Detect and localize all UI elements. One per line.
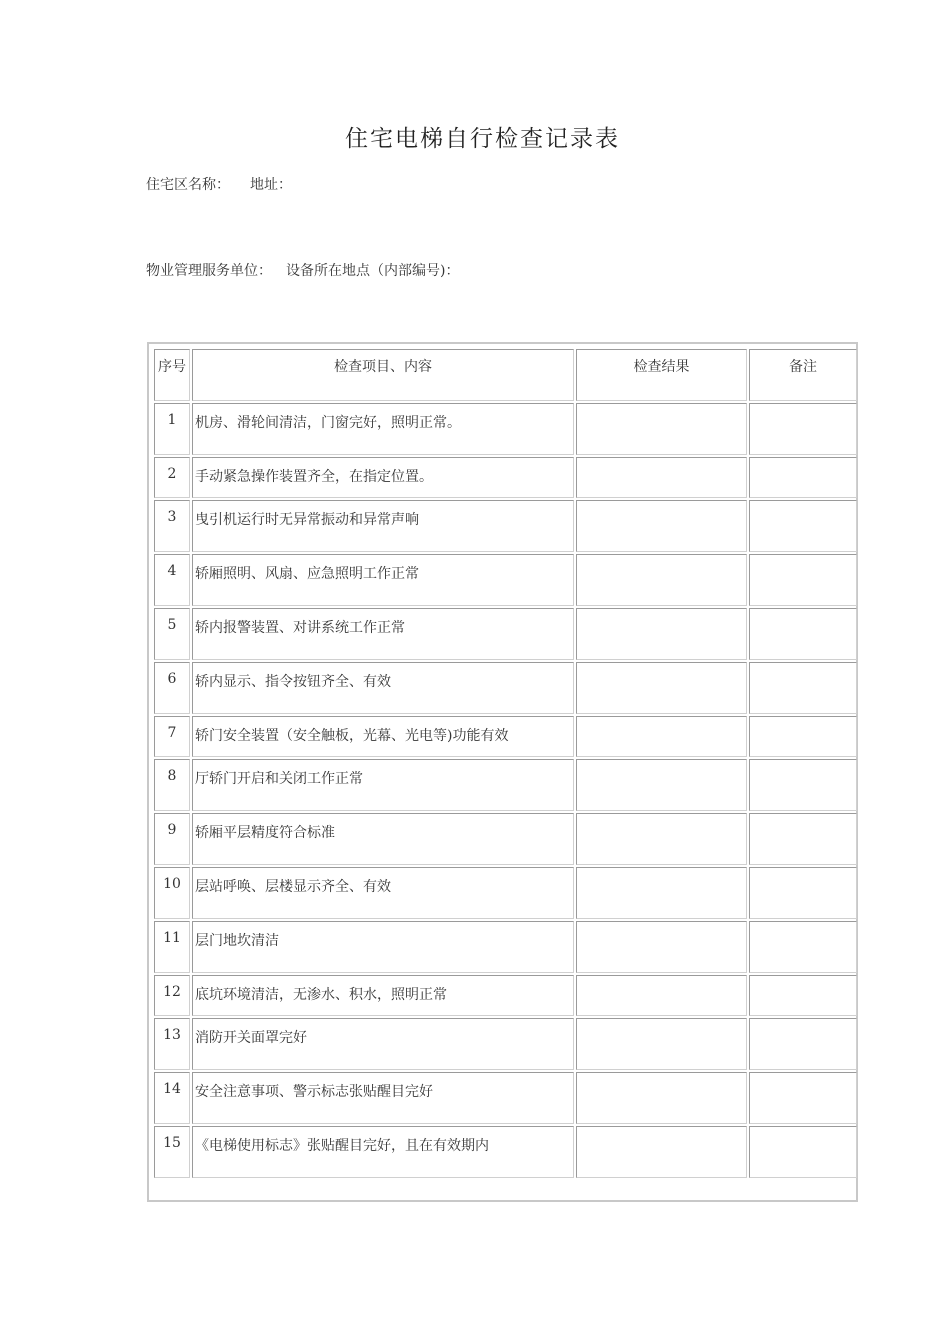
table-row <box>154 554 857 606</box>
row-num: 15 <box>154 1126 190 1178</box>
page-title: 住宅电梯自行检查记录表 <box>345 126 620 152</box>
remark-cell[interactable] <box>749 554 857 606</box>
row-num: 14 <box>154 1072 190 1124</box>
remark-cell[interactable] <box>749 867 857 919</box>
table-row <box>154 716 857 757</box>
result-cell[interactable] <box>576 1126 747 1178</box>
row-num: 6 <box>154 662 190 714</box>
header-num: 序号 <box>154 349 190 401</box>
row-num: 11 <box>154 921 190 973</box>
result-cell[interactable] <box>576 500 747 552</box>
result-cell[interactable] <box>576 457 747 498</box>
remark-cell[interactable] <box>749 1018 857 1070</box>
inspection-table <box>152 347 859 1180</box>
row-content: 曳引机运行时无异常振动和异常声响 <box>192 500 574 552</box>
result-cell[interactable] <box>576 403 747 455</box>
table-row <box>154 608 857 660</box>
remark-cell[interactable] <box>749 759 857 811</box>
table-row <box>154 1126 857 1178</box>
row-content: 层门地坎清洁 <box>192 921 574 973</box>
row-num: 13 <box>154 1018 190 1070</box>
remark-cell[interactable] <box>749 716 857 757</box>
remark-cell[interactable] <box>749 921 857 973</box>
remark-cell[interactable] <box>749 457 857 498</box>
table-row <box>154 813 857 865</box>
result-cell[interactable] <box>576 759 747 811</box>
table-row <box>154 759 857 811</box>
info-line-residential <box>146 174 292 194</box>
result-cell[interactable] <box>576 662 747 714</box>
result-cell[interactable] <box>576 716 747 757</box>
row-num: 5 <box>154 608 190 660</box>
result-cell[interactable] <box>576 1072 747 1124</box>
row-num: 3 <box>154 500 190 552</box>
table-header-row <box>154 349 857 401</box>
table-row <box>154 500 857 552</box>
row-content: 轿厢平层精度符合标准 <box>192 813 574 865</box>
result-cell[interactable] <box>576 608 747 660</box>
info-line-property <box>146 260 459 280</box>
remark-cell[interactable] <box>749 500 857 552</box>
residential-name-label: 住宅区名称： <box>146 177 230 193</box>
row-content: 厅轿门开启和关闭工作正常 <box>192 759 574 811</box>
table-row <box>154 1018 857 1070</box>
row-content: 轿内显示、指令按钮齐全、有效 <box>192 662 574 714</box>
remark-cell[interactable] <box>749 975 857 1016</box>
result-cell[interactable] <box>576 975 747 1016</box>
remark-cell[interactable] <box>749 813 857 865</box>
row-num: 12 <box>154 975 190 1016</box>
result-cell[interactable] <box>576 867 747 919</box>
row-content: 机房、滑轮间清洁，门窗完好，照明正常。 <box>192 403 574 455</box>
remark-cell[interactable] <box>749 1126 857 1178</box>
row-content: 轿内报警装置、对讲系统工作正常 <box>192 608 574 660</box>
inspection-table-frame <box>147 342 858 1202</box>
table-row <box>154 457 857 498</box>
row-num: 8 <box>154 759 190 811</box>
row-content: 底坑环境清洁，无渗水、积水，照明正常 <box>192 975 574 1016</box>
result-cell[interactable] <box>576 921 747 973</box>
row-num: 2 <box>154 457 190 498</box>
table-row <box>154 867 857 919</box>
address-label: 地址： <box>250 177 292 193</box>
result-cell[interactable] <box>576 1018 747 1070</box>
row-num: 9 <box>154 813 190 865</box>
row-num: 10 <box>154 867 190 919</box>
remark-cell[interactable] <box>749 662 857 714</box>
row-num: 1 <box>154 403 190 455</box>
header-result: 检查结果 <box>576 349 747 401</box>
table-row <box>154 921 857 973</box>
table-row <box>154 975 857 1016</box>
result-cell[interactable] <box>576 554 747 606</box>
row-content: 消防开关面罩完好 <box>192 1018 574 1070</box>
table-row <box>154 403 857 455</box>
row-num: 4 <box>154 554 190 606</box>
property-unit-label: 物业管理服务单位： <box>146 263 272 279</box>
row-content: 轿门安全装置（安全触板，光幕、光电等)功能有效 <box>192 716 574 757</box>
row-content: 层站呼唤、层楼显示齐全、有效 <box>192 867 574 919</box>
equipment-location-label: 设备所在地点（内部编号)： <box>286 263 460 279</box>
table-row <box>154 662 857 714</box>
row-content: 手动紧急操作装置齐全，在指定位置。 <box>192 457 574 498</box>
row-num: 7 <box>154 716 190 757</box>
row-content: 安全注意事项、警示标志张贴醒目完好 <box>192 1072 574 1124</box>
table-row <box>154 1072 857 1124</box>
remark-cell[interactable] <box>749 403 857 455</box>
header-content: 检查项目、内容 <box>192 349 574 401</box>
header-remark: 备注 <box>749 349 857 401</box>
row-content: 《电梯使用标志》张贴醒目完好，且在有效期内 <box>192 1126 574 1178</box>
row-content: 轿厢照明、风扇、应急照明工作正常 <box>192 554 574 606</box>
result-cell[interactable] <box>576 813 747 865</box>
remark-cell[interactable] <box>749 1072 857 1124</box>
remark-cell[interactable] <box>749 608 857 660</box>
